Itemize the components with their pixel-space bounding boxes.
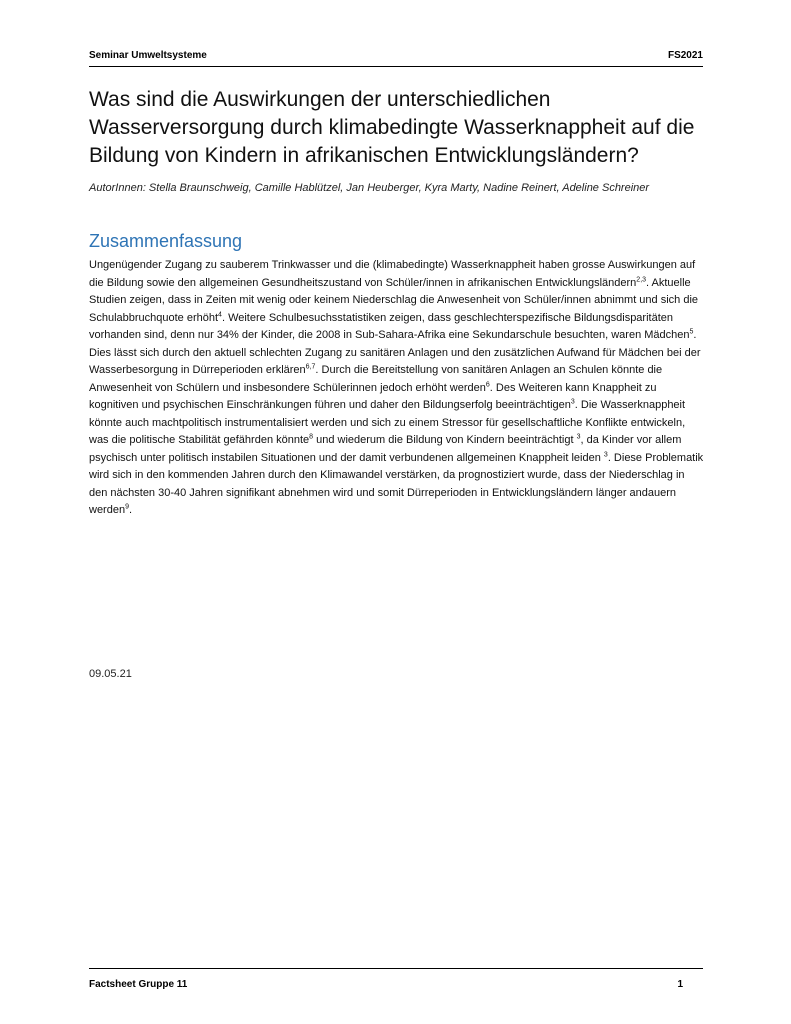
footer-group-label: Factsheet Gruppe 11 [89,979,188,990]
document-title: Was sind die Auswirkungen der unterschiedlichen Wasserversorgung durch klimabedingte Wasserknappheit auf die Bildung von Kindern in afrikanischen Entwicklungsländern? [89,88,695,167]
abstract-segment: Ungenügender Zugang zu sauberem Trinkwasser und die (klimabedingte) Wasserknappheit haben grosse Auswirkungen auf die Bildung sowie den allgemeinen Gesundheitszustand von Schüler/innen in afrikanischen Entwicklungsländern [89,259,696,289]
citation-superscript: 3 [603,450,608,458]
document-date: 09.05.21 [89,668,132,680]
section-heading-summary: Zusammenfassung [89,231,243,251]
citation-superscript: 3 [570,398,575,406]
citation-superscript: 8 [309,433,314,441]
abstract-segment: . [128,504,133,516]
abstract-segment: . Die Wasserknappheit könnte auch machtpolitisch instrumentalisiert werden und sich zu einem Stressor für gesellschaftliche Konflikte entwickeln, was die politische Stabilität gefährden könnte [89,399,686,446]
citation-superscript: 3 [576,433,581,441]
page-header [89,50,703,67]
abstract-segment: . Diese Problematik wird sich in den kommenden Jahren durch den Klimawandel verstärken, da prognostiziert wurde, dass der Niederschlag in den nächsten 30-40 Jahren signifikant abnehmen wird und somit Dürreperioden in Entwicklungsländern länger andauern werden [89,451,704,516]
page-footer [89,968,703,989]
header-semester: FS2021 [667,50,703,61]
citation-superscript: 6 [485,380,490,388]
citation-superscript: 2,3 [636,275,647,283]
abstract-segment: . Weitere Schulbesuchsstatistiken zeigen, dass geschlechterspezifische Bildungsdisparitäten vorhanden sind, denn nur 34% der Kinder, die 2008 in Sub-Sahara-Afrika eine Sekundarschule besuchten, waren Mädchen [89,311,690,341]
authors-line: AutorInnen: Stella Braunschweig, Camille Hablützel, Jan Heuberger, Kyra Marty, Nadine Reinert, Adeline Schreiner [89,182,650,194]
abstract-segment: . Dies lässt sich durch den aktuell schlechten Zugang zu sanitären Anlagen und den zusätzlichen Aufwand für Mädchen bei der Wasserbesorgung in Dürreperioden erklären [89,329,701,376]
abstract-segment: , da Kinder vor allem psychisch unter politisch instabilen Situationen und der damit verbundenen allgemeinen Knappheit leiden [89,434,682,464]
citation-superscript: 9 [125,503,129,511]
abstract-segment: . Aktuelle Studien zeigen, dass in Zeiten mit wenig oder keinem Niederschlag die Anwesenheit von Schüler/innen abnimmt und sich die Schulabbruchquote erhöht [89,276,699,324]
citation-superscript: 4 [218,310,222,318]
abstract-segment: und wiederum die Bildung von Kindern beeinträchtigt [313,434,577,446]
page-number: 1 [677,979,683,990]
summary-paragraph [89,257,705,520]
citation-superscript: 5 [689,328,694,336]
citation-superscript: 6,7 [305,363,316,371]
abstract-segment: . Durch die Bereitstellung von sanitären Anlagen an Schulen könnte die Anwesenheit von Schülern und insbesondere Schülerinnen jedoch erhöht werden [89,364,663,394]
abstract-segment: . Des Weiteren kann Knappheit zu kognitiven und psychischen Einschränkungen führen und daher den Bildungserfolg beeinträchtigen [89,381,657,411]
header-course: Seminar Umweltsysteme [89,50,207,61]
